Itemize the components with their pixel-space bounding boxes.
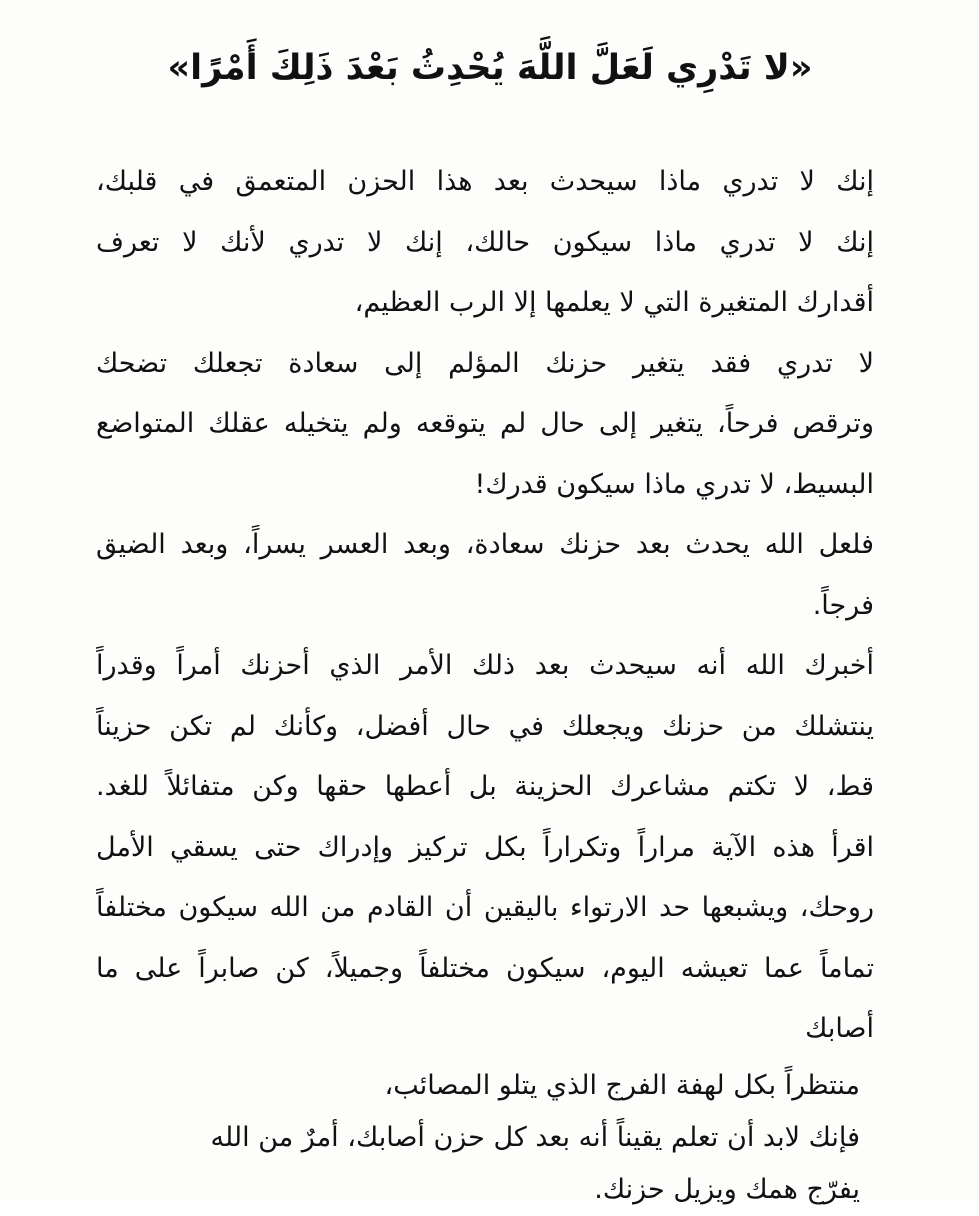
text-line: لا تدري فقد يتغير حزنك المؤلم إلى سعادة تجعلك تضحك <box>96 347 874 379</box>
text-line: أقدارك المتغيرة التي لا يعلمها إلا الرب العظيم، <box>354 287 874 318</box>
text-line: منتظراً بكل لهفة الفرج الذي يتلو المصائب، <box>384 1069 860 1101</box>
body-text <box>96 152 874 1216</box>
text-line: أخبرك الله أنه سيحدث بعد ذلك الأمر الذي أحزنك أمراً وقدراً <box>96 650 874 681</box>
page-title: «لا تَدْرِي لَعَلَّ اللَّهَ يُحْدِثُ بَعْدَ ذَلِكَ أَمْرًا» <box>167 48 813 88</box>
text-line: فإنك لابد أن تعلم يقيناً أنه بعد كل حزن أصابك، أمرٌ من الله <box>210 1121 860 1153</box>
text-line: البسيط، لا تدري ماذا سيكون قدرك! <box>474 468 874 500</box>
text-line: فرجاً. <box>812 589 874 621</box>
text-line: وترقص فرحاً، يتغير إلى حال لم يتوقعه ولم يتخيله عقلك المتواضع <box>96 408 874 439</box>
text-line: أصابك <box>805 1013 874 1044</box>
text-line: يفرّج همك ويزيل حزنك. <box>594 1173 860 1205</box>
text-line: إنك لا تدري ماذا سيكون حالك، إنك لا تدري لأنك لا تعرف <box>96 226 874 258</box>
text-line: تماماً عما تعيشه اليوم، سيكون مختلفاً وجميلاً، كن صابراً على ما <box>96 952 874 984</box>
text-line: فلعل الله يحدث بعد حزنك سعادة، وبعد العسر يسراً، وبعد الضيق <box>96 529 874 560</box>
text-line: اقرأ هذه الآية مراراً وتكراراً بكل تركيز وإدراك حتى يسقي الأمل <box>96 831 874 863</box>
text-line: روحك، ويشبعها حد الارتواء باليقين أن القادم من الله سيكون مختلفاً <box>96 892 874 923</box>
text-line: قط، لا تكتم مشاعرك الحزينة بل أعطها حقها وكن متفائلاً للغد. <box>96 771 874 802</box>
text-line: ينتشلك من حزنك ويجعلك في حال أفضل، وكأنك لم تكن حزيناً <box>96 710 874 742</box>
text-line: إنك لا تدري ماذا سيحدث بعد هذا الحزن المتعمق في قلبك، <box>96 166 874 197</box>
